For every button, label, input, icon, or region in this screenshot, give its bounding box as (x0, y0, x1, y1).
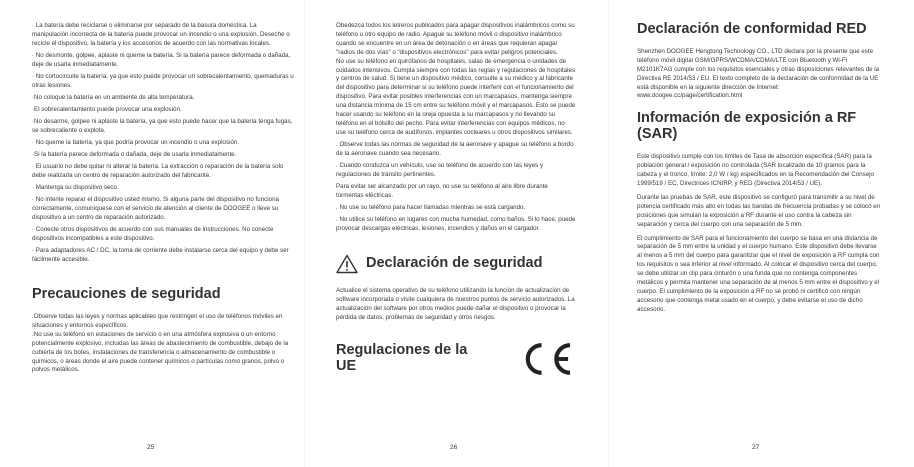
safety-para: .Observe todas las leyes y normas aplicables que restringen el uso de teléfonos móviles en situaciones y entornos específicos. .No use su teléfono en estaciones de servicio o en una atmósfera explosiva o un entorno potencialmente explosivo, incluidas las áreas de abastecimiento de combustible, debajo de la cubierta de los botes, instalaciones de transferencia o almacenamiento de combustible o químicos, o áreas donde el aire puede contener químicos o partículas como granos, polvo o polvos metálicos. (32, 313, 289, 374)
sar-para-2: Durante las pruebas de SAR, este dispositivo se configuró para transmitir a su nivel de potencia certificado más alto en todas las bandas de frecuencia probadas y se colocó en posiciones que simulan la exposición a RF durante el uso contra la cabeza sin separación y cerca del cuerpo con una separación de 5 mm. (637, 193, 882, 228)
device-para-2: . Observe todas las normas de seguridad de la aeronave y apague su teléfono a bordo de la aeronave cuando sea necesario. (336, 140, 576, 157)
page-number-26: 26 (450, 444, 458, 451)
battery-para-6: ·No desarme, golpee ni aplaste la batería, ya que esto puede hacer que la batería tenga fugas, se sobrecaliente o explote. (32, 118, 295, 134)
device-para-5: . No use su teléfono para hacer llamadas mientras se está cargando. (336, 203, 526, 211)
page-number-27: 27 (752, 444, 760, 451)
battery-para-11: · No intente reparar el dispositivo usted mismo. Si alguna parte del dispositivo no funciona correctamente, comuníquese con el servicio de atención al cliente de DOOGEE o lleve su dispositivo a un centro de reparación autorizado. (32, 196, 281, 222)
battery-para-1: · La batería debe reciclarse o eliminarse por separado de la basura doméstica. La manipulación incorrecta de la batería puede provocar un incendio o una explosión. Deseche o recicle el dispositivo, la batería y los accesorios de acuerdo con las normativas locales. (32, 22, 292, 47)
warning-triangle-icon (336, 254, 358, 274)
battery-para-2: · No desmonte, golpee, aplaste ni queme la batería. Si la batería parece deformada o dañada, deje de usarla inmediatamente. (32, 51, 293, 68)
device-para-1: Obedezca todos los letreros publicados para apagar dispositivos inalámbricos como su teléfono u otro equipo de radio. Apague su teléfono móvil o dispositivo inalámbrico cuando se encuentre en un área de detonación o en áreas que requieran apagar "radios de dos vías" o "dispositivos electrónicos" para evitar peligros potenciales. No use su teléfono en quirófanos de hospitales, salas de emergencia o unidades de cuidados intensivos. Cumpla siempre con todas las reglas y regulaciones de hospitales y centros de salud. Si tiene un dispositivo médico, consulte a su médico y al fabricante del dispositivo para determinar si su teléfono puede interferir con el funcionamiento del dispositivo. Para evitar posibles interferencias con un marcapasos, mantenga siempre una distancia mínima de 15 cm entre su teléfono móvil y el marcapasos. Esto se puede hacer usando su teléfono en la oreja opuesta a su marcapasos y no llevando su teléfono en el bolsillo del pecho. Para evitar interferencias con equipos médicos, no use su teléfono cerca de audífonos, implantes cocleares u otros dispositivos similares. (336, 22, 576, 136)
eu-regulations-header (336, 341, 576, 377)
battery-para-12: · Conecte otros dispositivos de acuerdo con sus manuales de instrucciones. No conecte dispositivos incompatibles a este dispositivo. (32, 226, 276, 243)
battery-para-9: · El usuario no debe quitar ni alterar la batería. La extracción o reparación de la batería solo debe realizarla un centro de reparación autorizado del fabricante. (32, 163, 286, 180)
battery-para-5: ·El sobrecalentamiento puede provocar una explosión. (32, 106, 182, 113)
battery-para-7: · No queme la batería, ya que podría provocar un incendio o una explosión. (32, 139, 240, 147)
battery-para-13: · Para adaptadores AC / DC, la toma de corriente debe instalarse cerca del equipo y debe ser fácilmente accesible. (32, 247, 291, 264)
device-para-3: . Cuando conduzca un vehículo, use su teléfono de acuerdo con las leyes y regulaciones de tránsito pertinentes. (336, 161, 545, 178)
eu-regulations-heading: Regulaciones de la UE (336, 341, 468, 374)
battery-para-10: · Mantenga su dispositivo seco. (32, 184, 119, 192)
page-divider-right (608, 0, 609, 467)
red-conformity-para: Shenzhen DOOGEE Hengtong Technology CO., LTD declara por la presente que este teléfono móvil digital GSM/GPRS/WCDMA/CDMA/LTE con Bluetooth y Wi-Fi M2101K7AG cumple con los requisitos esenciales y otras disposiciones relevantes de la Directiva RE 2014/53 / EU. El texto completo de la declaración de conformidad de la UE está disponible en la siguiente dirección de Internet: www.doogee.cc/page/certification.html (637, 47, 881, 100)
safety-statement-header (336, 254, 576, 274)
device-para-6: . No utilice su teléfono en lugares con mucha humedad, como baños. Si lo hace, puede provocar descargas eléctricas, lesiones, incendios y daños en el cargador. (336, 216, 578, 232)
battery-para-4: ·No coloque la batería en un ambiente de alta temperatura. (32, 93, 195, 101)
red-conformity-heading: Declaración de conformidad RED (637, 21, 867, 37)
page-26 (336, 22, 576, 377)
battery-para-8: ·Si la batería parece deformada o dañada, deje de usarla inmediatamente. (32, 151, 237, 159)
page-25 (32, 22, 294, 379)
safety-precautions-heading: Precauciones de seguridad (32, 286, 221, 303)
battery-para-3: · No cortocircuite la batería, ya que esto puede provocar un sobrecalentamiento, quemaduras u otras lesiones. (32, 72, 296, 89)
ce-mark-icon (515, 341, 576, 377)
device-para-4: Para evitar ser alcanzado por un rayo, no use su teléfono al aire libre durante tormentas eléctricas. (336, 182, 550, 199)
sar-heading: Información de exposición a RF (SAR) (637, 110, 857, 143)
page-divider-left (304, 0, 305, 467)
page-number-25: 25 (147, 444, 155, 451)
safety-statement-heading: Declaración de seguridad (366, 254, 543, 271)
sar-para-3: El cumplimiento de SAR para el funcionamiento del cuerpo se basa en una distancia de separación de 5 mm entre la unidad y el cuerpo humano. Este dispositivo debe llevarse al menos a 5 mm del cuerpo para garantizar que el nivel de exposición a RF cumpla con los requisitos o sea inferior al nivel informado. Al colocar el dispositivo cerca del cuerpo, se debe utilizar un clip para cinturón o una funda que no contenga componentes metálicos y permita mantener una separación de al menos 5 mm entre el dispositivo y el cuerpo. El cumplimiento de la exposición a RF no se probó ni certificó con ningún accesorio que contenga metal usado en el cuerpo, y debe evitarse el uso de dicho accesorio. (637, 234, 882, 313)
sar-para-1: Este dispositivo cumple con los límites de Tasa de absorción específica (SAR) para la población general / exposición no controlada (SAR localizado de 10 gramos para la cabeza y el tronco, límite: 2,0 W / kg) especificados en la Recomendación del Consejo 1999/519 / EC, Directrices ICNIRP, y RED (Directiva 2014/53 / UE). (637, 153, 876, 187)
page-27 (637, 22, 881, 318)
software-update-para: Actualice el sistema operativo de su teléfono utilizando la función de actualización de software incorporada o visite cualquiera de nuestros puntos de servicio autorizados. La actualización del software por otros medios puede dañar el dispositivo o provocar la pérdida de datos, problemas de seguridad y otros riesgos. (336, 286, 577, 321)
